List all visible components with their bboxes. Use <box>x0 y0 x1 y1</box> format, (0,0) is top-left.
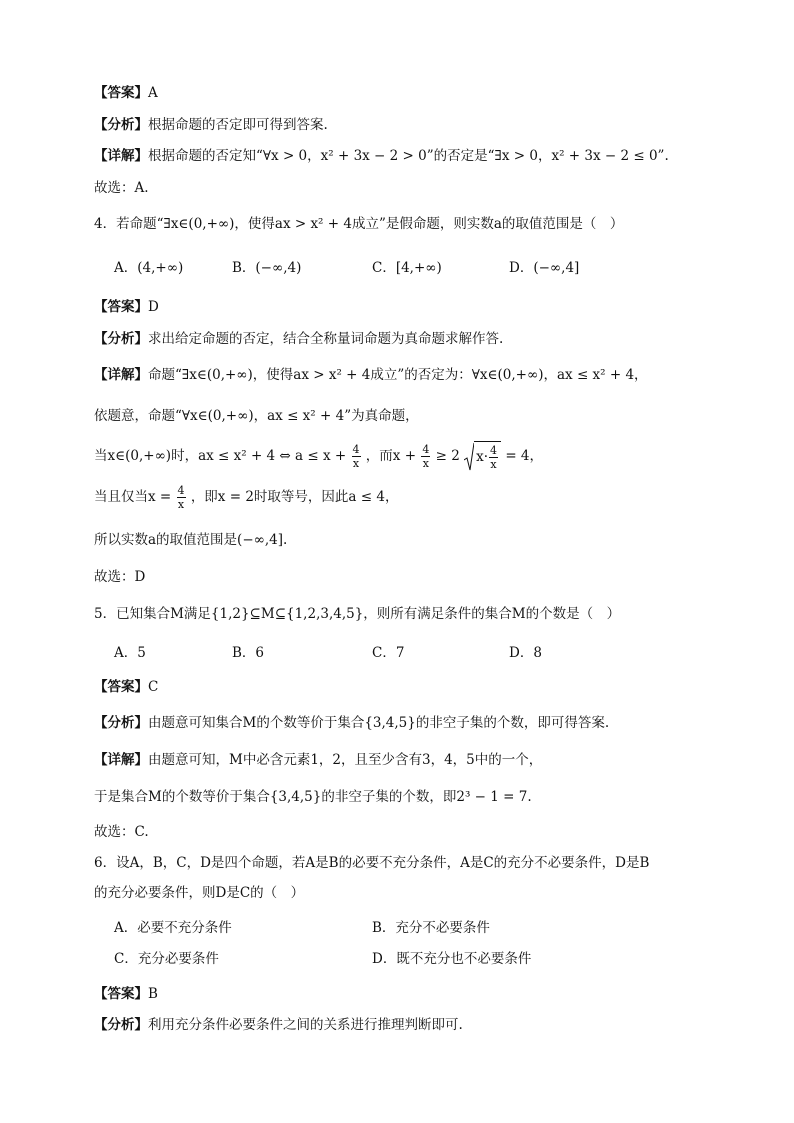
q6-option-b: B．充分不必要条件 <box>372 920 490 936</box>
fraction-denominator: x <box>177 498 185 511</box>
q5-option-b: B．6 <box>232 645 265 661</box>
square-root <box>464 441 501 472</box>
q4-detail <box>94 365 648 385</box>
analysis-text: 利用充分条件必要条件之间的关系进行推理判断即可. <box>148 1017 463 1033</box>
q5-answer <box>94 677 158 697</box>
analysis-tag: 【分析】 <box>94 117 148 133</box>
detail-tag: 【详解】 <box>94 148 148 164</box>
analysis-text: 求出给定命题的否定，结合全称量词命题为真命题求解作答. <box>148 331 504 347</box>
q5-option-d: D．8 <box>509 645 542 661</box>
q4-line4-part-b: ，即x = 2时取等号，因此a ≤ 4， <box>190 489 399 505</box>
q5-detail <box>94 750 542 770</box>
q5-option-c: C．7 <box>372 645 405 661</box>
fraction-numerator: 4 <box>352 443 360 456</box>
answer-value: D <box>148 299 159 315</box>
answer-tag: 【答案】 <box>94 85 148 101</box>
q3-answer <box>94 83 158 103</box>
q4-option-c: C．[4,+∞) <box>372 260 442 276</box>
q6-option-d: D．既不充分也不必要条件 <box>372 951 532 967</box>
analysis-tag: 【分析】 <box>94 1017 148 1033</box>
detail-tag: 【详解】 <box>94 752 148 768</box>
fraction-denominator: x <box>490 458 497 471</box>
q4-line3 <box>94 441 543 472</box>
q6-answer <box>94 984 158 1004</box>
q4-analysis <box>94 329 503 349</box>
q5-choose: 故选：C. <box>94 824 149 840</box>
fraction-denominator: x <box>422 457 429 470</box>
answer-value: C <box>148 679 159 695</box>
q4-choose: 故选：D <box>94 569 146 585</box>
q4-option-b: B．(−∞,4) <box>232 260 302 276</box>
q4-stem: 4．若命题“∃x∈(0,+∞)，使得ax > x² + 4成立”是假命题，则实数a的取值范围是（ ） <box>94 216 624 232</box>
analysis-text: 根据命题的否定即可得到答案. <box>148 117 328 133</box>
detail-tag: 【详解】 <box>94 367 148 383</box>
q4-line3-part-a: 当x∈(0,+∞)时，ax ≤ x² + 4 ⇔ a ≤ x + <box>94 448 347 464</box>
analysis-text: 由题意可知集合M的个数等价于集合{3,4,5}的非空子集的个数，即可得答案. <box>148 715 610 731</box>
answer-tag: 【答案】 <box>94 986 148 1002</box>
q6-option-c: C．充分必要条件 <box>114 951 219 967</box>
fraction-denominator: x <box>352 457 360 470</box>
detail-text: 命题“∃x∈(0,+∞)，使得ax > x² + 4成立”的否定为：∀x∈(0,+∞)，ax ≤ x² + 4， <box>148 367 648 383</box>
radicand-text: x· <box>476 449 489 465</box>
q4-option-d: D．(−∞,4] <box>509 260 580 276</box>
fraction-numerator: 4 <box>177 484 185 497</box>
q3-detail <box>94 146 669 166</box>
q4-line3-part-d: = 4， <box>505 448 544 464</box>
answer-value: B <box>148 986 158 1002</box>
answer-tag: 【答案】 <box>94 299 148 315</box>
q6-analysis <box>94 1015 463 1035</box>
fraction-numerator: 4 <box>422 443 430 456</box>
fraction-numerator: 4 <box>490 444 498 457</box>
analysis-tag: 【分析】 <box>94 715 148 731</box>
q3-choose: 故选：A. <box>94 180 149 196</box>
radicand <box>474 441 501 472</box>
analysis-tag: 【分析】 <box>94 331 148 347</box>
q5-line2: 于是集合M的个数等价于集合{3,4,5}的非空子集的个数，即2³ − 1 = 7. <box>94 789 532 805</box>
q4-option-a: A．(4,+∞) <box>114 260 184 276</box>
q6-option-a: A．必要不充分条件 <box>114 920 232 936</box>
answer-value: A <box>148 85 158 101</box>
fraction-4-over-x-3 <box>489 444 498 471</box>
q5-analysis <box>94 713 609 733</box>
detail-text: 由题意可知，M中必含元素1，2，且至少含有3，4，5中的一个， <box>148 752 543 768</box>
q6-stem-line2: 的充分必要条件，则D是C的（ ） <box>94 885 305 901</box>
q4-line5: 所以实数a的取值范围是(−∞,4]. <box>94 532 288 548</box>
q4-answer <box>94 297 159 317</box>
answer-tag: 【答案】 <box>94 679 148 695</box>
q4-line2: 依题意，命题“∀x∈(0,+∞)，ax ≤ x² + 4”为真命题， <box>94 408 419 424</box>
q5-stem: 5．已知集合M满足{1,2}⊆M⊆{1,2,3,4,5}，则所有满足条件的集合M的个数是（ ） <box>94 606 621 622</box>
fraction-4-over-x-2 <box>421 443 430 470</box>
q4-line4-part-a: 当且仅当x = <box>94 489 172 505</box>
detail-text: 根据命题的否定知“∀x > 0，x² + 3x − 2 > 0”的否定是“∃x > 0，x² + 3x − 2 ≤ 0”. <box>148 148 669 164</box>
fraction-4-over-x <box>352 443 361 470</box>
q6-stem-line1: 6．设A，B，C，D是四个命题，若A是B的必要不充分条件，A是C的充分不必要条件，D是B <box>94 855 650 871</box>
q4-line4 <box>94 482 398 512</box>
q4-line3-part-c: ≥ 2 <box>435 448 460 464</box>
radical-sign-icon <box>464 442 474 472</box>
q3-analysis <box>94 115 328 135</box>
q5-option-a: A．5 <box>114 645 146 661</box>
q4-line3-part-b: ，而x + <box>365 448 417 464</box>
fraction-4-over-x-4 <box>177 484 186 511</box>
